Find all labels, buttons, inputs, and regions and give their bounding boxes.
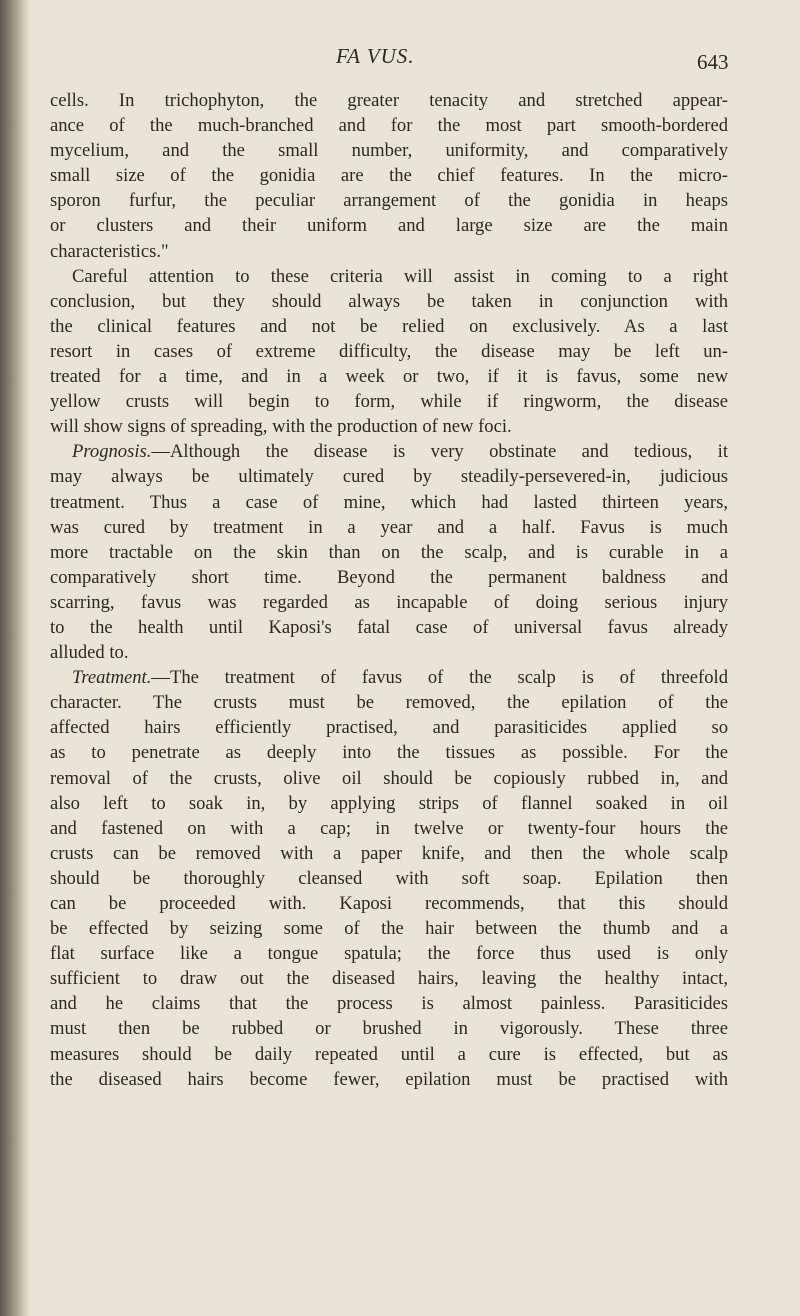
text-line: characteristics." (50, 240, 169, 262)
text-line: or clusters and their uniform and large size are the main (50, 215, 728, 237)
text-line: scarring, favus was regarded as incapable of doing serious injury (50, 591, 728, 613)
text-line: flat surface like a tongue spatula; the force thus used is only (50, 943, 728, 965)
text-line: treated for a time, and in a week or two, if it is favus, some new (50, 366, 728, 388)
text-line: cells. In trichophyton, the greater tenacity and stretched appear- (50, 90, 728, 111)
text-line: will show signs of spreading, with the production of new foci. (50, 416, 512, 438)
body-text (50, 88, 728, 1092)
text-line: ance of the much-branched and for the most part smooth-bordered (50, 115, 728, 137)
text-line: be effected by seizing some of the hair between the thumb and a (50, 918, 728, 940)
text-line: the clinical features and not be relied on exclusively. As a last (50, 315, 728, 337)
text-line: must then be rubbed or brushed in vigorously. These three (50, 1018, 728, 1040)
text-line: measures should be daily repeated until a cure is effected, but as (50, 1043, 728, 1065)
text-line: affected hairs efficiently practised, and parasiticides applied so (50, 717, 728, 739)
text-run: —The treatment of favus of the scalp is of threefold (151, 667, 728, 689)
text-line: Careful attention to these criteria will assist in coming to a right (72, 265, 728, 287)
text-line: and he claims that the process is almost painless. Parasiticides (50, 993, 728, 1015)
text-line: small size of the gonidia are the chief features. In the micro- (50, 165, 728, 187)
text-line: conclusion, but they should always be taken in conjunction with (50, 290, 728, 312)
text-line: mycelium, and the small number, uniformity, and comparatively (50, 140, 728, 162)
text-line (50, 665, 728, 690)
text-line: sufficient to draw out the diseased hairs, leaving the healthy intact, (50, 968, 728, 990)
text-line: yellow crusts will begin to form, while if ringworm, the disease (50, 391, 728, 413)
text-line: more tractable on the skin than on the scalp, and is curable in a (50, 541, 728, 563)
text-line: also left to soak in, by applying strips of flannel soaked in oil (50, 792, 728, 814)
text-line: and fastened on with a cap; in twelve or twenty-four hours the (50, 817, 728, 839)
text-line: as to penetrate as deeply into the tissues as possible. For the (50, 742, 728, 764)
text-line: character. The crusts must be removed, the epilation of the (50, 692, 728, 714)
text-run: —Although the disease is very obstinate and tedious, it (151, 441, 728, 463)
text-line: should be thoroughly cleansed with soft soap. Epilation then (50, 867, 728, 889)
text-line: alluded to. (50, 642, 129, 664)
treatment-heading: Treatment. (72, 667, 152, 689)
text-line: to the health until Kaposi's fatal case of universal favus already (50, 616, 728, 638)
prognosis-heading: Prognosis. (72, 441, 152, 463)
running-head: FA VUS. (336, 44, 415, 68)
text-line: treatment. Thus a case of mine, which had lasted thirteen years, (50, 491, 728, 513)
text-line: removal of the crusts, olive oil should be copiously rubbed in, and (50, 767, 728, 789)
text-line: was cured by treatment in a year and a half. Favus is much (50, 516, 728, 538)
page-number: 643 (697, 50, 729, 74)
text-line: can be proceeded with. Kaposi recommends, that this should (50, 893, 728, 914)
text-line: crusts can be removed with a paper knife, and then the whole scalp (50, 842, 728, 864)
text-line (50, 439, 728, 464)
text-line: sporon furfur, the peculiar arrangement of the gonidia in heaps (50, 190, 728, 212)
text-line: may always be ultimately cured by steadily-persevered-in, judicious (50, 466, 728, 488)
text-line: resort in cases of extreme difficulty, the disease may be left un- (50, 340, 728, 362)
text-line: comparatively short time. Beyond the permanent baldness and (50, 566, 728, 588)
text-line: the diseased hairs become fewer, epilation must be practised with (50, 1068, 728, 1090)
